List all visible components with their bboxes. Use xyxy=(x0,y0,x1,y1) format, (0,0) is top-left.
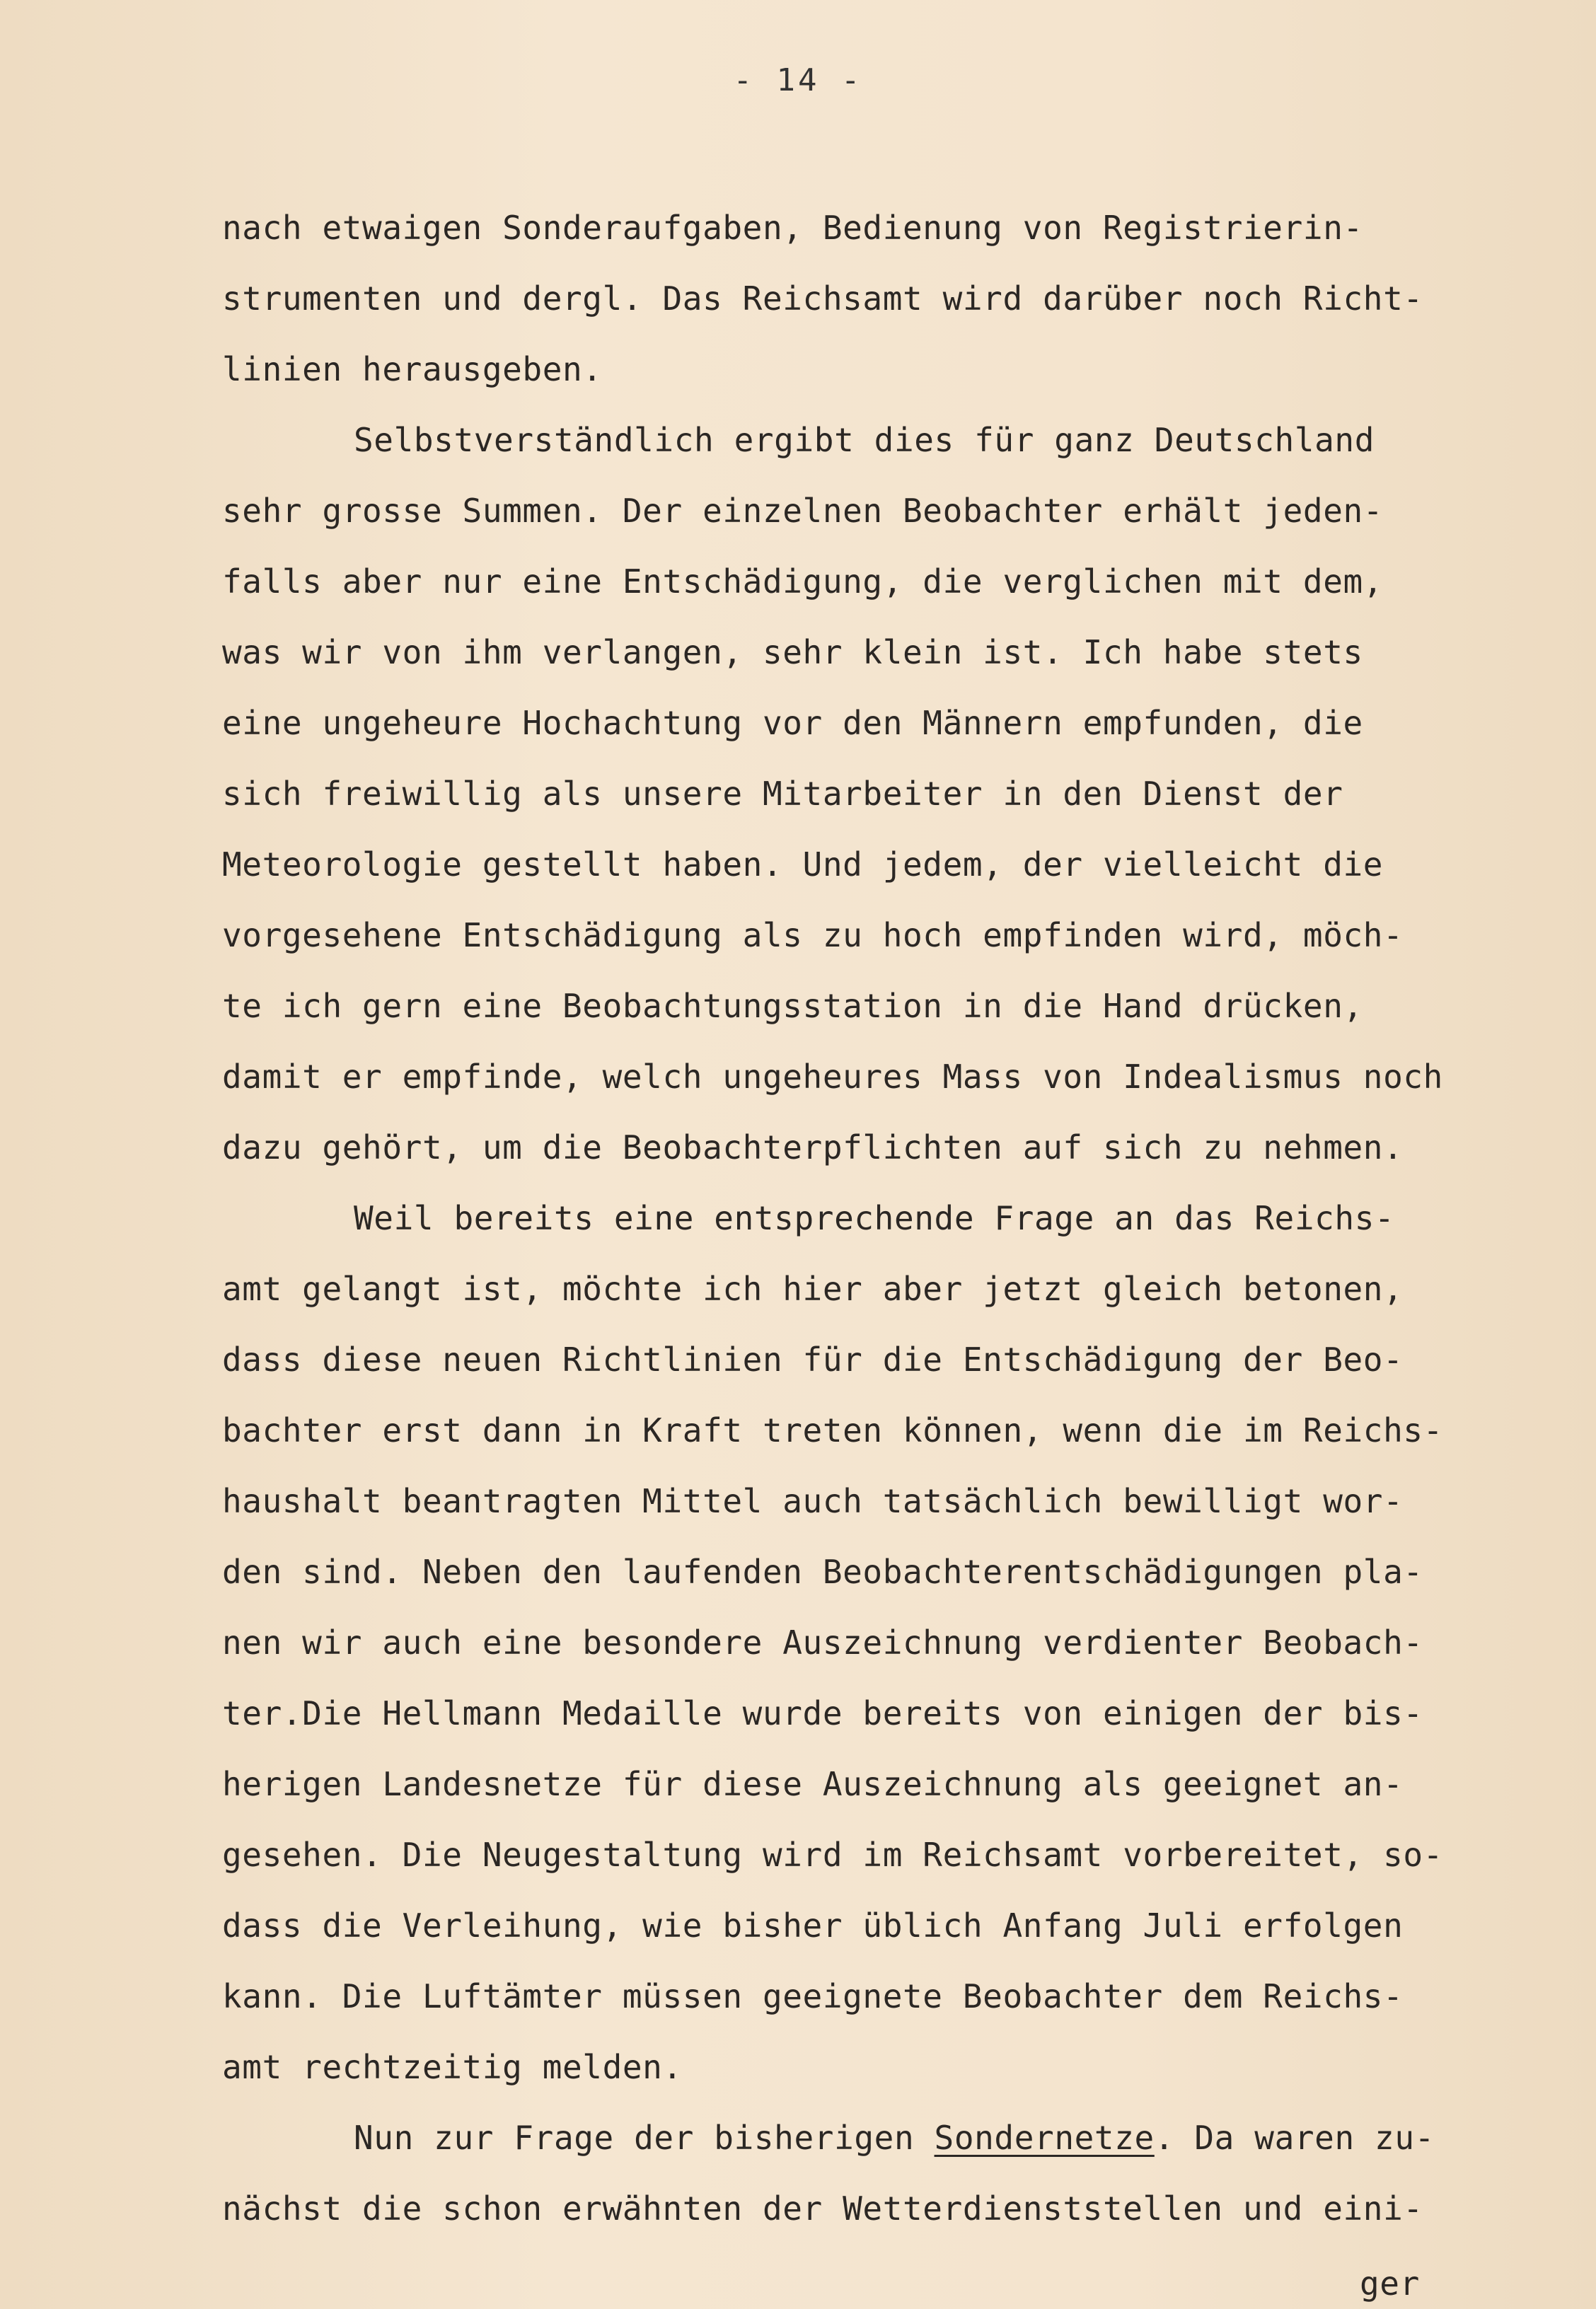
paragraph-start-line: Selbstverständlich ergibt dies für ganz Deutschland xyxy=(354,421,1375,459)
text-line: nach etwaigen Sonderaufgaben, Bedienung von Registrierin- xyxy=(222,209,1363,247)
text-line: dass die Verleihung, wie bisher üblich Anfang Juli erfolgen xyxy=(222,1906,1404,1945)
text-line: amt rechtzeitig melden. xyxy=(222,2048,683,2086)
text-line: damit er empfinde, welch ungeheures Mass von Indealismus noch xyxy=(222,1058,1443,1096)
text-line: bachter erst dann in Kraft treten können, wenn die im Reichs- xyxy=(222,1411,1443,1449)
text-line: Meteorologie gestellt haben. Und jedem, der vielleicht die xyxy=(222,845,1384,884)
text-line: ter.Die Hellmann Medaille wurde bereits von einigen der bis- xyxy=(222,1694,1423,1732)
text-line: strumenten und dergl. Das Reichsamt wird darüber noch Richt- xyxy=(222,279,1423,318)
text-line: sehr grosse Summen. Der einzelnen Beobachter erhält jeden- xyxy=(222,492,1384,530)
text-line: nächst die schon erwähnten der Wetterdienststellen und eini- xyxy=(222,2189,1423,2228)
paragraph-start-line: Weil bereits eine entsprechende Frage an das Reichs- xyxy=(354,1199,1395,1237)
text-line: linien herausgeben. xyxy=(222,350,603,388)
text-line: vorgesehene Entschädigung als zu hoch empfinden wird, möch- xyxy=(222,916,1404,954)
underlined-term: Sondernetze xyxy=(934,2119,1155,2157)
catchword: ger xyxy=(1360,2264,1420,2303)
page-number: - 14 - xyxy=(733,62,863,98)
text-line: falls aber nur eine Entschädigung, die verglichen mit dem, xyxy=(222,562,1384,601)
text-line: haushalt beantragten Mittel auch tatsächlich bewilligt wor- xyxy=(222,1482,1404,1520)
line-text-before: Nun zur Frage der bisherigen xyxy=(354,2119,935,2157)
text-line: dazu gehört, um die Beobachterpflichten auf sich zu nehmen. xyxy=(222,1128,1404,1167)
text-line: den sind. Neben den laufenden Beobachterentschädigungen pla- xyxy=(222,1553,1423,1591)
line-text-after: . Da waren zu- xyxy=(1154,2119,1435,2157)
text-line: gesehen. Die Neugestaltung wird im Reichsamt vorbereitet, so- xyxy=(222,1836,1443,1874)
text-line: kann. Die Luftämter müssen geeignete Beobachter dem Reichs- xyxy=(222,1977,1404,2015)
text-line: nen wir auch eine besondere Auszeichnung verdienter Beobach- xyxy=(222,1624,1423,1662)
paragraph-start-line xyxy=(354,2117,1435,2159)
text-line: sich freiwillig als unsere Mitarbeiter in den Dienst der xyxy=(222,775,1343,813)
text-line: dass diese neuen Richtlinien für die Entschädigung der Beo- xyxy=(222,1341,1404,1379)
text-line: herigen Landesnetze für diese Auszeichnung als geeignet an- xyxy=(222,1765,1404,1803)
text-line: amt gelangt ist, möchte ich hier aber jetzt gleich betonen, xyxy=(222,1270,1404,1308)
text-line: was wir von ihm verlangen, sehr klein ist. Ich habe stets xyxy=(222,633,1363,671)
text-line: eine ungeheure Hochachtung vor den Männern empfunden, die xyxy=(222,704,1363,742)
text-line: te ich gern eine Beobachtungsstation in die Hand drücken, xyxy=(222,987,1363,1025)
